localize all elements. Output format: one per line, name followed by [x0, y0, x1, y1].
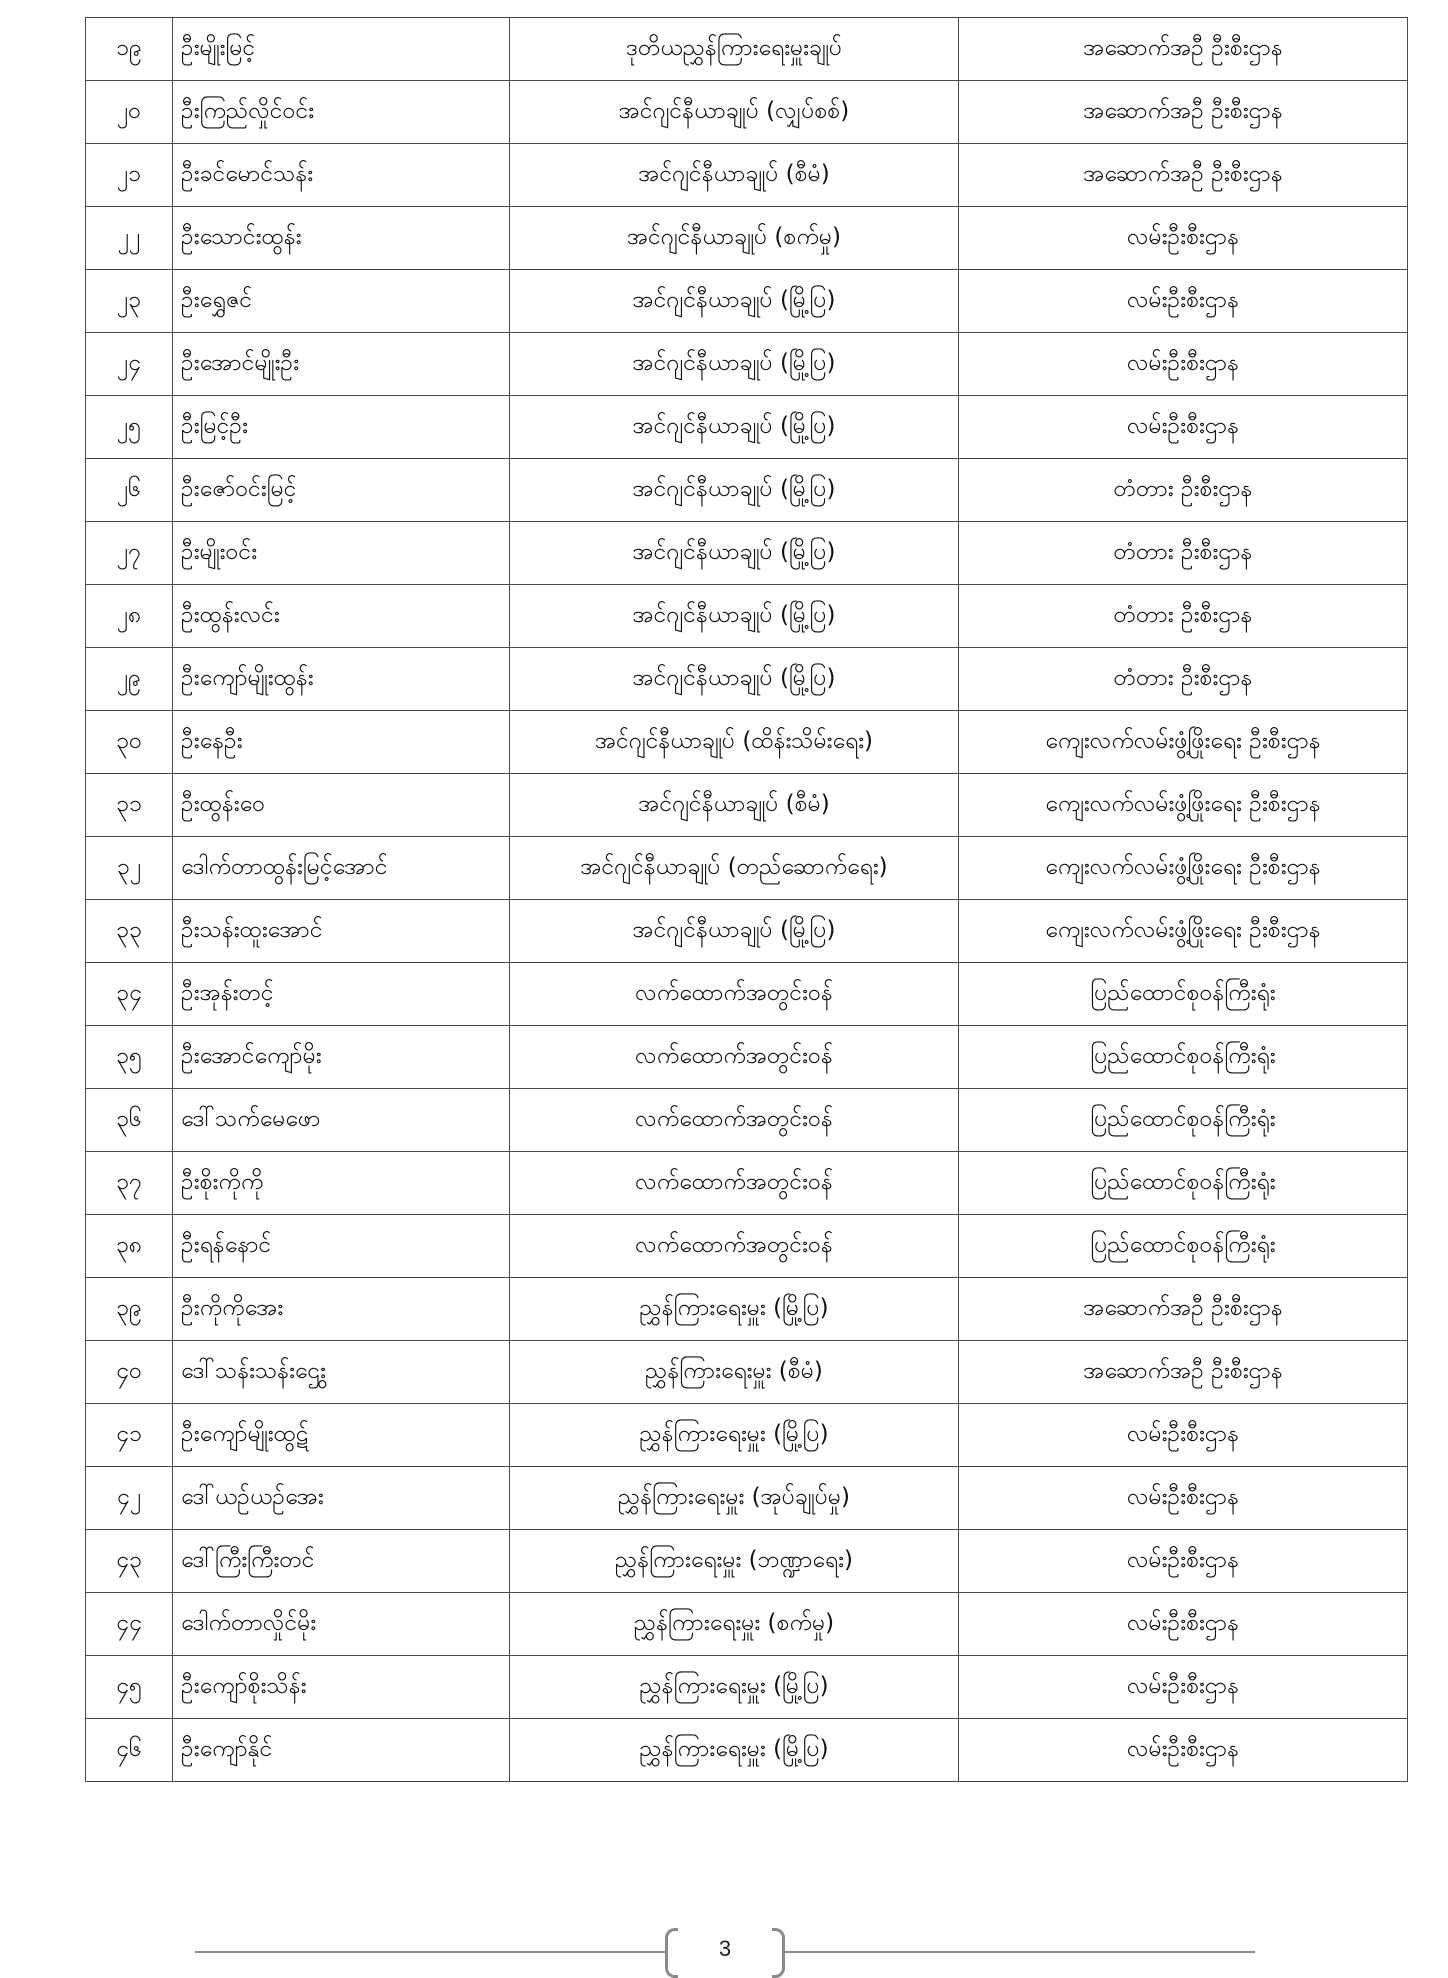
person-name: ဦးရန်နောင် [173, 1215, 510, 1278]
row-number: ၄၆ [86, 1719, 173, 1782]
table-row [86, 1404, 1408, 1467]
row-number: ၂၇ [86, 522, 173, 585]
row-number: ၄၄ [86, 1593, 173, 1656]
department-name: အဆောက်အဦ ဦးစီးဌာန [959, 1341, 1408, 1404]
table-row [86, 81, 1408, 144]
department-name: ပြည်ထောင်စုဝန်ကြီးရုံး [959, 963, 1408, 1026]
row-number: ၂၉ [86, 648, 173, 711]
row-number: ၂၄ [86, 333, 173, 396]
department-name: ကျေးလက်လမ်းဖွံ့ဖြိုးရေး ဦးစီးဌာန [959, 774, 1408, 837]
table-row [86, 144, 1408, 207]
person-name: ဦးကြည်လှိုင်ဝင်း [173, 81, 510, 144]
table-row [86, 900, 1408, 963]
row-number: ၂၆ [86, 459, 173, 522]
department-name: အဆောက်အဦ ဦးစီးဌာန [959, 18, 1408, 81]
person-name: ဦးသန်းထူးအောင် [173, 900, 510, 963]
table-row [86, 270, 1408, 333]
department-name: အဆောက်အဦ ဦးစီးဌာန [959, 81, 1408, 144]
row-number: ၄၃ [86, 1530, 173, 1593]
position-title: အင်ဂျင်နီယာချုပ် (စက်မှု) [510, 207, 959, 270]
position-title: အင်ဂျင်နီယာချုပ် (တည်ဆောက်ရေး) [510, 837, 959, 900]
row-number: ၄၅ [86, 1656, 173, 1719]
page-number: 3 [718, 1936, 732, 1961]
person-name: ဦးအောင်ကျော်မိုး [173, 1026, 510, 1089]
person-name: ဦးခင်မောင်သန်း [173, 144, 510, 207]
table-row [86, 459, 1408, 522]
position-title: အင်ဂျင်နီယာချုပ် (မြို့ပြ) [510, 333, 959, 396]
position-title: အင်ဂျင်နီယာချုပ် (မြို့ပြ) [510, 270, 959, 333]
position-title: အင်ဂျင်နီယာချုပ် (စီမံ) [510, 144, 959, 207]
table-row [86, 1026, 1408, 1089]
person-name: ဦးသောင်းထွန်း [173, 207, 510, 270]
row-number: ၁၉ [86, 18, 173, 81]
person-name: ဦးစိုးကိုကို [173, 1152, 510, 1215]
position-title: ညွှန်ကြားရေးမှူး (အုပ်ချုပ်မှု) [510, 1467, 959, 1530]
department-name: လမ်းဦးစီးဌာန [959, 1719, 1408, 1782]
open-bracket-icon [665, 1928, 678, 1978]
row-number: ၄၁ [86, 1404, 173, 1467]
table-row [86, 837, 1408, 900]
row-number: ၂၁ [86, 144, 173, 207]
position-title: ညွှန်ကြားရေးမှူး (စီမံ) [510, 1341, 959, 1404]
table-row [86, 1215, 1408, 1278]
table-row [86, 585, 1408, 648]
table-row [86, 18, 1408, 81]
person-name: ဦးကျော်နိုင် [173, 1719, 510, 1782]
person-name: ဦးရွှေဇင် [173, 270, 510, 333]
row-number: ၃၈ [86, 1215, 173, 1278]
table-row [86, 1467, 1408, 1530]
table-row [86, 1530, 1408, 1593]
table-row [86, 396, 1408, 459]
page-footer [195, 1928, 1255, 1976]
department-name: တံတား ဦးစီးဌာန [959, 522, 1408, 585]
row-number: ၂၃ [86, 270, 173, 333]
department-name: ပြည်ထောင်စုဝန်ကြီးရုံး [959, 1089, 1408, 1152]
position-title: လက်ထောက်အတွင်းဝန် [510, 1152, 959, 1215]
table-row [86, 1278, 1408, 1341]
person-name: ဦးနေဦး [173, 711, 510, 774]
row-number: ၂၂ [86, 207, 173, 270]
department-name: လမ်းဦးစီးဌာန [959, 1404, 1408, 1467]
footer-rule-left [195, 1951, 665, 1953]
row-number: ၃၇ [86, 1152, 173, 1215]
person-name: ဒေါက်တာလှိုင်မိုး [173, 1593, 510, 1656]
close-bracket-icon [772, 1928, 785, 1978]
department-name: လမ်းဦးစီးဌာန [959, 396, 1408, 459]
position-title: လက်ထောက်အတွင်းဝန် [510, 1215, 959, 1278]
position-title: လက်ထောက်အတွင်းဝန် [510, 1026, 959, 1089]
table-row [86, 333, 1408, 396]
position-title: အင်ဂျင်နီယာချုပ် (မြို့ပြ) [510, 522, 959, 585]
position-title: လက်ထောက်အတွင်းဝန် [510, 963, 959, 1026]
row-number: ၃၅ [86, 1026, 173, 1089]
person-name: ဒေါ်သက်မေဖော [173, 1089, 510, 1152]
table-row [86, 1341, 1408, 1404]
person-name: ဒေါ်ကြီးကြီးတင် [173, 1530, 510, 1593]
table-row [86, 522, 1408, 585]
row-number: ၂၅ [86, 396, 173, 459]
footer-rule-right [785, 1951, 1255, 1953]
position-title: ဒုတိယညွှန်ကြားရေးမှူးချုပ် [510, 18, 959, 81]
position-title: ညွှန်ကြားရေးမှူး (မြို့ပြ) [510, 1404, 959, 1467]
row-number: ၃၀ [86, 711, 173, 774]
person-name: ဒေါ်သန်းသန်းဌွေး [173, 1341, 510, 1404]
department-name: လမ်းဦးစီးဌာန [959, 207, 1408, 270]
table-row [86, 963, 1408, 1026]
person-name: ဦးဇော်ဝင်းမြင့် [173, 459, 510, 522]
table-row [86, 1152, 1408, 1215]
person-name: ဦးအောင်မျိုးဦး [173, 333, 510, 396]
row-number: ၂၈ [86, 585, 173, 648]
table-row [86, 1089, 1408, 1152]
department-name: ကျေးလက်လမ်းဖွံ့ဖြိုးရေး ဦးစီးဌာန [959, 837, 1408, 900]
person-name: ဦးထွန်းလင်း [173, 585, 510, 648]
position-title: ညွှန်ကြားရေးမှူး (စက်မှု) [510, 1593, 959, 1656]
department-name: တံတား ဦးစီးဌာန [959, 459, 1408, 522]
department-name: လမ်းဦးစီးဌာန [959, 1530, 1408, 1593]
person-name: ဦးကျော်မျိုးထွဋ် [173, 1404, 510, 1467]
department-name: ပြည်ထောင်စုဝန်ကြီးရုံး [959, 1152, 1408, 1215]
personnel-table-body [86, 18, 1408, 1782]
department-name: လမ်းဦးစီးဌာန [959, 1593, 1408, 1656]
position-title: ညွှန်ကြားရေးမှူး (မြို့ပြ) [510, 1278, 959, 1341]
row-number: ၂၀ [86, 81, 173, 144]
department-name: တံတား ဦးစီးဌာန [959, 585, 1408, 648]
person-name: ဦးမျိုးဝင်း [173, 522, 510, 585]
position-title: လက်ထောက်အတွင်းဝန် [510, 1089, 959, 1152]
department-name: လမ်းဦးစီးဌာန [959, 1656, 1408, 1719]
person-name: ဦးထွန်းဝေ [173, 774, 510, 837]
person-name: ဒေါက်တာထွန်းမြင့်အောင် [173, 837, 510, 900]
department-name: ပြည်ထောင်စုဝန်ကြီးရုံး [959, 1215, 1408, 1278]
position-title: ညွှန်ကြားရေးမှူး (ဘဏ္ဍာရေး) [510, 1530, 959, 1593]
person-name: ဒေါ်ယဉ်ယဉ်အေး [173, 1467, 510, 1530]
table-row [86, 648, 1408, 711]
row-number: ၃၃ [86, 900, 173, 963]
row-number: ၃၂ [86, 837, 173, 900]
person-name: ဦးကိုကိုအေး [173, 1278, 510, 1341]
table-row [86, 1656, 1408, 1719]
table-row [86, 774, 1408, 837]
person-name: ဦးအုန်းတင့် [173, 963, 510, 1026]
row-number: ၄၂ [86, 1467, 173, 1530]
row-number: ၃၆ [86, 1089, 173, 1152]
table-row [86, 711, 1408, 774]
person-name: ဦးမျိုးမြင့် [173, 18, 510, 81]
row-number: ၃၄ [86, 963, 173, 1026]
position-title: အင်ဂျင်နီယာချုပ် (မြို့ပြ) [510, 648, 959, 711]
table-row [86, 1719, 1408, 1782]
position-title: အင်ဂျင်နီယာချုပ် (မြို့ပြ) [510, 900, 959, 963]
position-title: ညွှန်ကြားရေးမှူး (မြို့ပြ) [510, 1719, 959, 1782]
position-title: အင်ဂျင်နီယာချုပ် (မြို့ပြ) [510, 396, 959, 459]
position-title: အင်ဂျင်နီယာချုပ် (မြို့ပြ) [510, 585, 959, 648]
position-title: အင်ဂျင်နီယာချုပ် (လျှပ်စစ်) [510, 81, 959, 144]
row-number: ၃၉ [86, 1278, 173, 1341]
department-name: တံတား ဦးစီးဌာန [959, 648, 1408, 711]
department-name: လမ်းဦးစီးဌာန [959, 333, 1408, 396]
person-name: ဦးကျော်စိုးသိန်း [173, 1656, 510, 1719]
personnel-table [85, 17, 1408, 1782]
department-name: အဆောက်အဦ ဦးစီးဌာန [959, 144, 1408, 207]
table-row [86, 1593, 1408, 1656]
person-name: ဦးမြင့်ဦး [173, 396, 510, 459]
department-name: လမ်းဦးစီးဌာန [959, 270, 1408, 333]
department-name: အဆောက်အဦ ဦးစီးဌာန [959, 1278, 1408, 1341]
row-number: ၄၀ [86, 1341, 173, 1404]
department-name: ပြည်ထောင်စုဝန်ကြီးရုံး [959, 1026, 1408, 1089]
table-row [86, 207, 1408, 270]
row-number: ၃၁ [86, 774, 173, 837]
department-name: လမ်းဦးစီးဌာန [959, 1467, 1408, 1530]
position-title: ညွှန်ကြားရေးမှူး (မြို့ပြ) [510, 1656, 959, 1719]
position-title: အင်ဂျင်နီယာချုပ် (စီမံ) [510, 774, 959, 837]
department-name: ကျေးလက်လမ်းဖွံ့ဖြိုးရေး ဦးစီးဌာန [959, 900, 1408, 963]
person-name: ဦးကျော်မျိုးထွန်း [173, 648, 510, 711]
department-name: ကျေးလက်လမ်းဖွံ့ဖြိုးရေး ဦးစီးဌာန [959, 711, 1408, 774]
position-title: အင်ဂျင်နီယာချုပ် (မြို့ပြ) [510, 459, 959, 522]
position-title: အင်ဂျင်နီယာချုပ် (ထိန်းသိမ်းရေး) [510, 711, 959, 774]
